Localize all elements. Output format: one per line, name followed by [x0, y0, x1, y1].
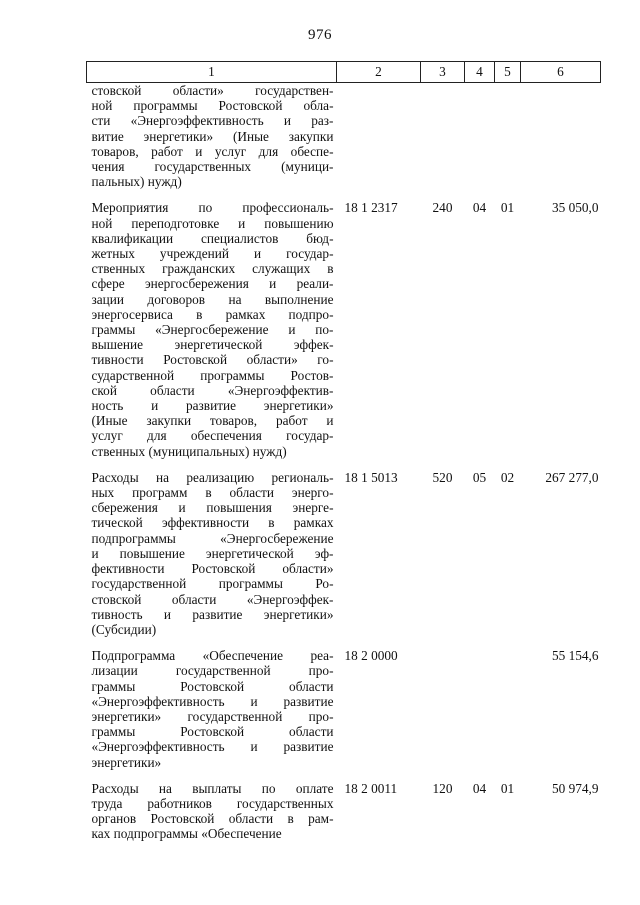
description-line: сфере энергосбережения и реали-	[91, 276, 334, 292]
row-description	[87, 200, 337, 458]
row-subsection: 02	[500, 469, 515, 485]
description-line: товаров, работ и услуг для обеспе-	[91, 143, 334, 159]
description-line: услуг для обеспечения государ-	[91, 428, 334, 444]
row-expense-type: 240	[432, 200, 453, 216]
description-line: фективности Ростовской области»	[91, 561, 334, 577]
column-number-header-row	[87, 62, 601, 83]
row-description	[87, 83, 337, 190]
table-row	[87, 470, 601, 637]
row-expense-type: 520	[432, 469, 453, 485]
row-amount: 55 154,6	[551, 648, 599, 664]
description-line: ность и развитие энергетики»	[91, 398, 334, 414]
page-number: 976	[308, 27, 332, 43]
description-line: (Иные закупки товаров, работ и	[91, 413, 334, 429]
row-amount: 267 277,0	[545, 469, 599, 485]
description-line: граммы «Энергосбережение и по-	[91, 322, 334, 338]
description-line: энергетики» государственной про-	[91, 708, 334, 724]
description-line: сударственной программы Ростов-	[91, 367, 334, 383]
row-expense-type	[421, 648, 465, 770]
row-subsection: 01	[500, 200, 515, 216]
description-line: труда работников государственных	[91, 795, 334, 811]
row-description	[87, 781, 337, 842]
description-line: граммы Ростовской области	[91, 678, 334, 694]
description-line: витие энергетики» (Иные закупки	[91, 128, 334, 144]
header-col-5: 5	[495, 62, 521, 83]
description-line: сбережения и повышения энерге-	[91, 500, 334, 516]
description-line: вышение энергетической эффек-	[91, 337, 334, 353]
table-row	[87, 648, 601, 770]
table-row	[87, 781, 601, 842]
description-line: квалификации специалистов бюд-	[91, 230, 334, 246]
row-target-code: 18 1 5013	[344, 469, 398, 485]
row-subsection: 01	[500, 780, 515, 796]
row-target-code: 18 2 0011	[344, 780, 398, 796]
table-row	[87, 200, 601, 458]
row-amount	[521, 83, 601, 190]
row-expense-type: 120	[432, 780, 453, 796]
description-line: зации договоров на выполнение	[91, 291, 334, 307]
description-line: государственной программы Ро-	[91, 576, 334, 592]
header-col-1: 1	[87, 62, 337, 83]
description-line: подпрограммы «Энергосбережение	[91, 530, 334, 546]
description-line: Подпрограмма «Обеспечение реа-	[91, 648, 334, 664]
description-line: и повышение энергетической эф-	[91, 545, 334, 561]
description-line: тической эффективности в рамках	[91, 515, 334, 531]
budget-table	[86, 61, 601, 842]
description-line: энергосервиса в рамках подпро-	[91, 306, 334, 322]
row-amount: 35 050,0	[551, 200, 599, 216]
description-line: Расходы на реализацию региональ-	[91, 469, 334, 485]
row-target-code: 18 2 0000	[344, 648, 398, 664]
table-row	[87, 83, 601, 190]
description-line: пальных) нужд)	[91, 174, 182, 190]
description-line: (Субсидии)	[91, 621, 157, 637]
description-line: стовской области» государствен-	[91, 83, 334, 98]
description-line: «Энергоэффективность и развитие	[91, 739, 334, 755]
description-line: чения государственных (муници-	[91, 159, 334, 175]
row-expense-type	[421, 83, 465, 190]
description-line: ной переподготовке и повышению	[91, 215, 334, 231]
description-line: ской области «Энергоэффектив-	[91, 382, 334, 398]
description-line: Мероприятия по профессиональ-	[91, 200, 334, 216]
description-line: органов Ростовской области в рам-	[91, 811, 334, 827]
header-col-4: 4	[465, 62, 495, 83]
description-line: тивности Ростовской области» го-	[91, 352, 334, 368]
description-line: энергетики»	[91, 754, 162, 770]
row-description	[87, 470, 337, 637]
row-target-code	[337, 83, 421, 190]
description-line: тивность и развитие энергетики»	[91, 606, 334, 622]
row-amount: 50 974,9	[551, 780, 599, 796]
description-line: Расходы на выплаты по оплате	[91, 780, 334, 796]
row-section: 05	[472, 469, 487, 485]
row-section	[465, 83, 495, 190]
header-col-6: 6	[521, 62, 601, 83]
header-col-2: 2	[337, 62, 421, 83]
description-line: ственных (муниципальных) нужд)	[91, 443, 287, 459]
row-section	[465, 648, 495, 770]
header-col-3: 3	[421, 62, 465, 83]
description-line: ной программы Ростовской обла-	[91, 98, 334, 114]
description-line: стовской области «Энергоэффек-	[91, 591, 334, 607]
description-line: «Энергоэффективность и развитие	[91, 693, 334, 709]
description-line: ках подпрограммы «Обеспечение	[91, 826, 282, 842]
row-description	[87, 648, 337, 770]
description-line: граммы Ростовской области	[91, 724, 334, 740]
row-target-code: 18 1 2317	[344, 200, 398, 216]
row-subsection	[495, 648, 521, 770]
description-line: сти «Энергоэффективность и раз-	[91, 113, 334, 129]
row-section: 04	[472, 200, 487, 216]
description-line: ственных гражданских служащих в	[91, 261, 334, 277]
description-line: лизации государственной про-	[91, 663, 334, 679]
row-subsection	[495, 83, 521, 190]
row-section: 04	[472, 780, 487, 796]
description-line: жетных учреждений и государ-	[91, 246, 334, 262]
description-line: ных программ в области энерго-	[91, 485, 334, 501]
